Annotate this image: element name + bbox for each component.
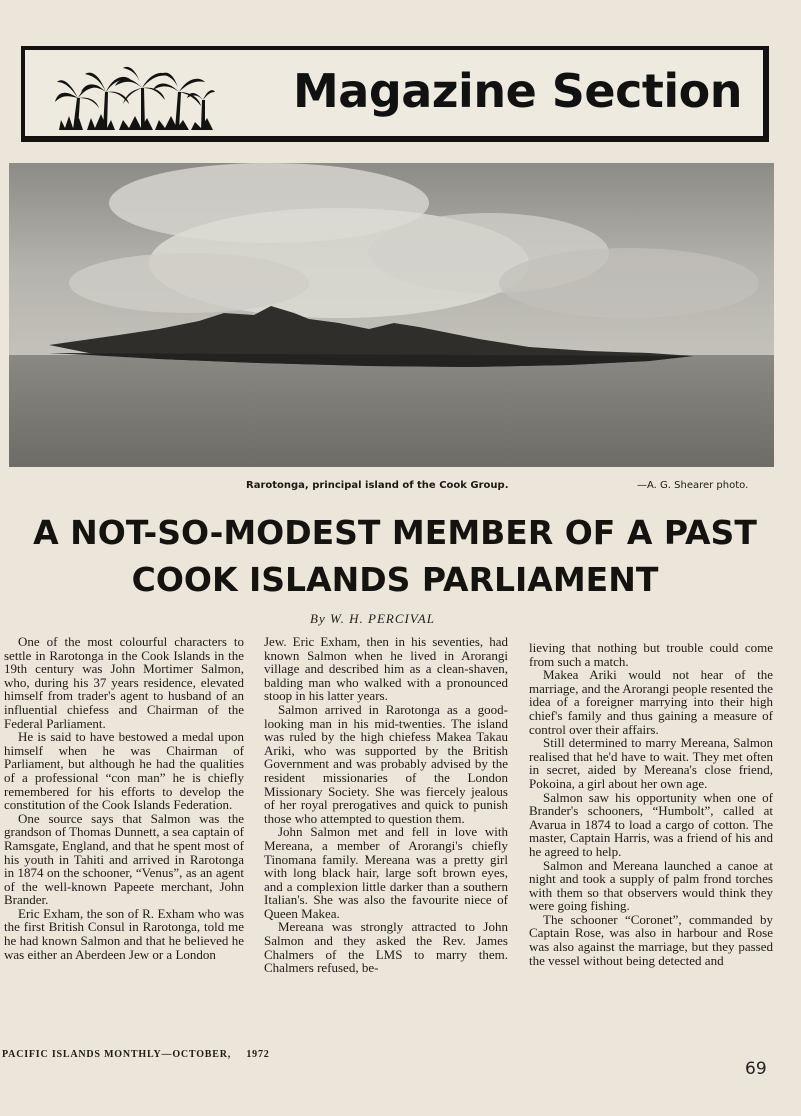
photo-caption: Rarotonga, principal island of the Cook Group. <box>246 480 509 491</box>
article-column-1 <box>4 635 244 961</box>
paragraph: One source says that Salmon was the grandson of Thomas Dunnett, a sea captain of Ramsgate, England, and that he spent most of his youth in Tahiti and arrived in Rarotonga in 1874 on the schooner, “Venus”, as an agent of the well-known Papeete merchant, John Brander. <box>4 810 244 908</box>
photo-credit: —A. G. Shearer photo. <box>637 480 749 491</box>
article-column-3 <box>529 641 773 967</box>
paragraph: Eric Exham, the son of R. Exham who was the first British Consul in Rarotonga, told me he had known Salmon and that he believed he was either an Aberdeen Jew or a London <box>4 905 244 962</box>
headline-line-1: A NOT-SO-MODEST MEMBER OF A PAST <box>33 513 757 552</box>
publication-year: 1972 <box>246 1049 270 1060</box>
paragraph: Makea Ariki would not hear of the marriage, and the Arorangi people resented the idea of a foreigner marrying into their high chief's family and thus gaining a measure of control over their affairs. <box>529 667 773 737</box>
section-title: Magazine Section <box>293 64 742 118</box>
article-column-2 <box>264 635 508 975</box>
headline-line-2: COOK ISLANDS PARLIAMENT <box>131 560 659 599</box>
rarotonga-photo <box>9 163 774 467</box>
paragraph: Salmon and Mereana launched a canoe at night and took a supply of palm frond torches with them so that observers would think they were going fishing. <box>529 857 773 914</box>
palm-trees-icon <box>55 58 215 134</box>
paragraph: He is said to have bestowed a medal upon himself when he was Chairman of Parliament, but although he had the qualities of a professional “con man” he is chiefly remembered for his efforts to develop the constitution of the Cook Islands Federation. <box>4 729 244 813</box>
magazine-section-banner <box>21 46 769 142</box>
paragraph: Salmon saw his opportunity when one of Brander's schooners, “Humbolt”, called at Avarua in 1874 to load a cargo of cotton. The master, Captain Harris, was a friend of his and he agreed to help. <box>529 789 773 859</box>
paragraph: The schooner “Coronet”, commanded by Captain Rose, was also in harbour and Rose was also against the marriage, but they passed the vessel without being detected and <box>529 911 773 968</box>
paragraph: Still determined to marry Mereana, Salmon realised that he'd have to wait. They met often in secret, aided by Mereana's close friend, Pokoina, a girl about her own age. <box>529 735 773 791</box>
paragraph: Jew. Eric Exham, then in his seventies, had known Salmon when he lived in Arorangi village and described him as a clean-shaven, balding man who walked with a pronounced stoop in his latter years. <box>264 634 508 704</box>
article-byline: By W. H. PERCIVAL <box>310 611 435 626</box>
paragraph: Salmon arrived in Rarotonga as a good-looking man in his mid-twenties. The island was ruled by the high chiefess Makea Takau Ariki, who was supported by the British Government and was probably advised by the resident missionaries of the London Missionary Society. She was fiercely jealous of her royal prerogatives and quick to punish those who attempted to question them. <box>264 701 508 826</box>
publication-footer <box>2 1049 270 1060</box>
paragraph: lieving that nothing but trouble could come from such a match. <box>529 640 773 669</box>
page-number: 69 <box>745 1059 767 1079</box>
publication-name: PACIFIC ISLANDS MONTHLY—OCTOBER, <box>2 1049 232 1060</box>
paragraph: John Salmon met and fell in love with Mereana, a member of Arorangi's chiefly Tinomana family. Mereana was a pretty girl with long black hair, large soft brown eyes, and a complexion little darker than a southern Italian's. She was also the favourite niece of Queen Makea. <box>264 824 508 921</box>
paragraph: One of the most colourful characters to settle in Rarotonga in the Cook Islands in the 19th century was John Mortimer Salmon, who, during his 37 years residence, elevated himself from trader's agent to husband of an influential chiefess and Chairman of the Federal Parliament. <box>4 634 244 731</box>
article-headline <box>0 509 790 603</box>
paragraph: Mereana was strongly attracted to John Salmon and they asked the Rev. James Chalmers of the LMS to marry them. Chalmers refused, be- <box>264 919 508 976</box>
